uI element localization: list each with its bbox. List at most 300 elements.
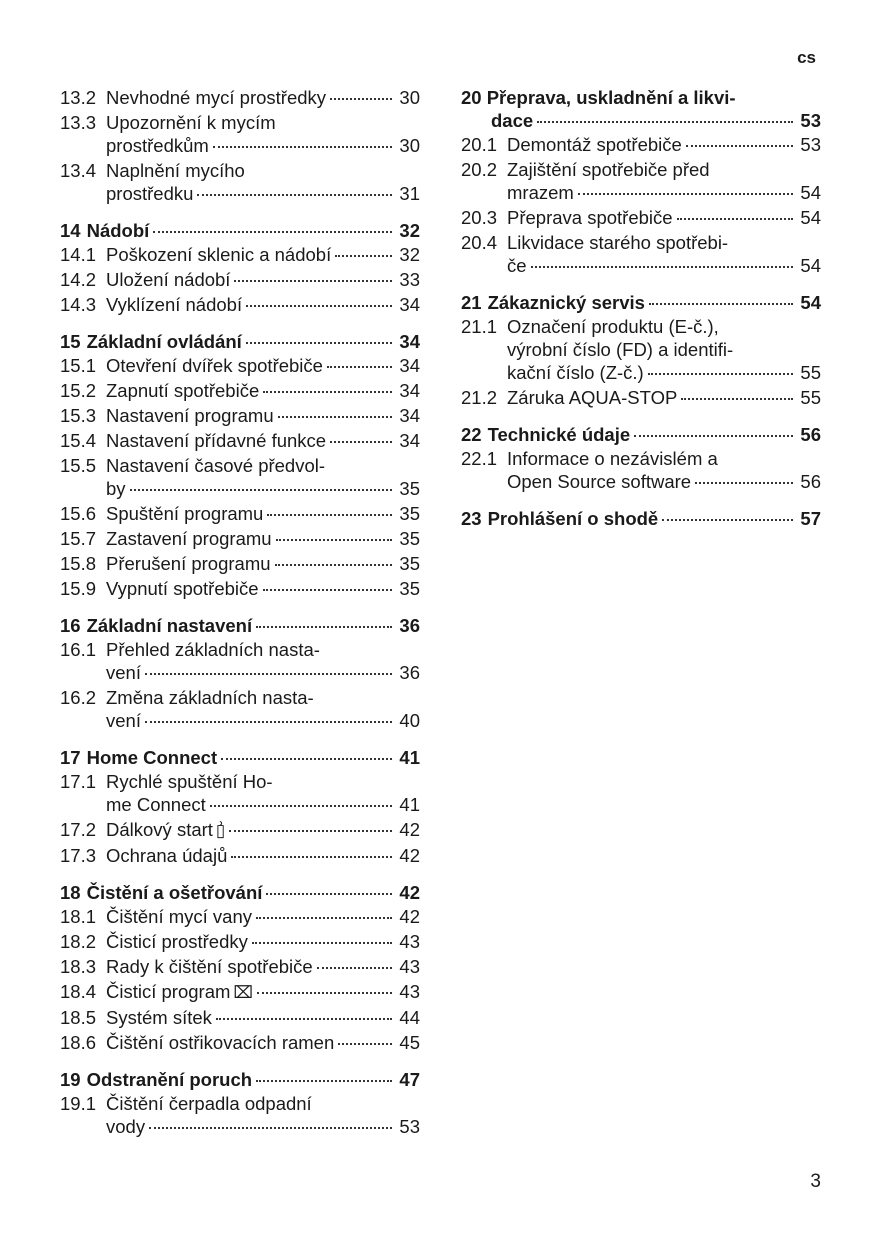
- toc-entry: [60, 86, 420, 109]
- dot-leader: [317, 967, 392, 969]
- dot-leader: [153, 231, 392, 233]
- page-ref: 54: [800, 182, 821, 203]
- toc-section: [461, 86, 821, 277]
- entry-row: [106, 86, 420, 109]
- toc-entry: [60, 404, 420, 427]
- entry-title: Uložení nádobí: [106, 269, 231, 290]
- entry-title: Zapnutí spotřebiče: [106, 380, 260, 401]
- toc-entry: [60, 159, 420, 205]
- entry-body: [106, 1006, 420, 1029]
- dot-leader: [221, 758, 392, 760]
- entry-number: 18.4: [60, 981, 97, 1002]
- page-ref: 34: [399, 405, 420, 426]
- toc-entry: [461, 386, 821, 409]
- entry-row: [507, 361, 821, 384]
- toc-entry: [60, 955, 420, 978]
- toc-section: [60, 881, 420, 1054]
- entry-title: vody: [106, 1116, 146, 1137]
- entry-number: 14.1: [60, 244, 97, 265]
- entry-number: 14.2: [60, 269, 97, 290]
- page-ref: 41: [399, 794, 420, 815]
- dot-leader: [231, 856, 392, 858]
- dot-leader: [677, 218, 793, 220]
- page-ref: 55: [800, 387, 821, 408]
- entry-row: [106, 661, 420, 684]
- entry-number: 13.2: [60, 87, 97, 108]
- entry-title-line: Naplnění mycího: [106, 160, 245, 181]
- entry-body: [106, 527, 420, 550]
- chapter-number: 18: [60, 882, 81, 903]
- dot-leader: [145, 673, 392, 675]
- entry-body: [106, 293, 420, 316]
- entry-title: Nastavení přídavné funkce: [106, 430, 327, 451]
- dot-leader: [578, 193, 793, 195]
- toc-section: [60, 614, 420, 732]
- toc-entry: [60, 429, 420, 452]
- toc-entry: [60, 770, 420, 816]
- page-ref: 35: [399, 503, 420, 524]
- dot-leader: [634, 435, 793, 437]
- entry-title: prostředkům: [106, 135, 209, 156]
- entry-title-line: Označení produktu (E-č.),: [507, 316, 719, 337]
- entry-body: [106, 577, 420, 600]
- toc-entry: [60, 502, 420, 525]
- entry-row: [507, 133, 821, 156]
- page-ref: 41: [399, 747, 420, 768]
- toc-entry: [461, 206, 821, 229]
- dot-leader: [263, 391, 392, 393]
- entry-body: [106, 686, 420, 732]
- page-ref: 36: [399, 615, 420, 636]
- toc-entry: [60, 268, 420, 291]
- toc-entry: [461, 158, 821, 204]
- entry-body: [106, 379, 420, 402]
- chapter-title: Odstranění poruch: [86, 1069, 253, 1090]
- toc-entry: [60, 379, 420, 402]
- entry-title-line: Likvidace starého spotřebi-: [507, 232, 729, 253]
- page-ref: 53: [800, 134, 821, 155]
- chapter-heading: [60, 219, 420, 242]
- chapter-heading: [60, 746, 420, 769]
- entry-title: me Connect: [106, 794, 206, 815]
- entry-row: [106, 552, 420, 575]
- page-ref: 34: [399, 380, 420, 401]
- dot-leader: [531, 266, 793, 268]
- dot-leader: [276, 539, 392, 541]
- toc-column-right: [461, 86, 821, 544]
- dot-leader: [267, 514, 392, 516]
- dot-leader: [252, 942, 392, 944]
- entry-body: [106, 818, 420, 842]
- dot-leader: [197, 194, 392, 196]
- page-ref: 31: [399, 183, 420, 204]
- entry-number: 20.3: [461, 207, 498, 228]
- dot-leader: [256, 626, 392, 628]
- entry-body: [106, 955, 420, 978]
- entry-number: 17.3: [60, 845, 97, 866]
- entry-title: prostředku: [106, 183, 194, 204]
- toc-section: [60, 330, 420, 600]
- entry-body: [106, 159, 420, 205]
- page-ref: 32: [399, 244, 420, 265]
- toc-entry: [461, 231, 821, 277]
- entry-row: [507, 470, 821, 493]
- entry-row: [507, 254, 821, 277]
- entry-body: [106, 930, 420, 953]
- page-ref: 40: [399, 710, 420, 731]
- chapter-title: Základní nastavení: [86, 615, 253, 636]
- entry-row: [507, 206, 821, 229]
- dot-leader: [662, 519, 793, 521]
- entry-row: [106, 844, 420, 867]
- toc-entry: [60, 354, 420, 377]
- page-ref: 35: [399, 528, 420, 549]
- page-ref: 42: [399, 819, 420, 840]
- chapter-number: 15: [60, 331, 81, 352]
- toc-entry: [60, 686, 420, 732]
- entry-number: 17.1: [60, 771, 97, 792]
- entry-title: Nevhodné mycí prostředky: [106, 87, 327, 108]
- entry-row: [106, 502, 420, 525]
- page-ref: 35: [399, 478, 420, 499]
- chapter-heading: [461, 423, 821, 446]
- chapter-number: 21: [461, 292, 482, 313]
- entry-row: [106, 354, 420, 377]
- dot-leader: [246, 342, 392, 344]
- chapter-number: 19: [60, 1069, 81, 1090]
- entry-body: [106, 1031, 420, 1054]
- dot-leader: [327, 366, 392, 368]
- page-ref: 42: [399, 845, 420, 866]
- entry-title: Dálkový start: [106, 819, 213, 840]
- entry-body: [106, 111, 420, 157]
- toc-entry: [60, 1092, 420, 1138]
- page-ref: 35: [399, 553, 420, 574]
- entry-row: [106, 429, 420, 452]
- toc-entry: [60, 111, 420, 157]
- entry-row: [106, 182, 420, 205]
- toc-entry: [60, 844, 420, 867]
- entry-body: [106, 770, 420, 816]
- language-code: cs: [797, 48, 816, 67]
- entry-title: Spuštění programu: [106, 503, 264, 524]
- entry-title: vení: [106, 710, 141, 731]
- entry-row: [106, 293, 420, 316]
- entry-body: [106, 404, 420, 427]
- entry-body: [106, 552, 420, 575]
- page-ref: 47: [399, 1069, 420, 1090]
- toc-entry: [461, 133, 821, 156]
- chapter-title: Základní ovládání: [86, 331, 242, 352]
- chapter-title-line: 20 Přeprava, uskladnění a likvi-: [461, 87, 736, 108]
- entry-row: [106, 379, 420, 402]
- entry-number: 15.1: [60, 355, 97, 376]
- page-ref: 57: [800, 508, 821, 529]
- page-ref: 42: [399, 882, 420, 903]
- entry-row: [106, 1006, 420, 1029]
- entry-title-line: Čištění čerpadla odpadní: [106, 1093, 312, 1114]
- entry-number: 18.5: [60, 1007, 97, 1028]
- entry-body: [106, 502, 420, 525]
- entry-row: [106, 709, 420, 732]
- chapter-heading: [60, 1068, 420, 1091]
- entry-body: [106, 1092, 420, 1138]
- entry-title-line: Nastavení časové předvol-: [106, 455, 326, 476]
- toc-entry: [60, 1031, 420, 1054]
- entry-title-line: Přehled základních nasta-: [106, 639, 320, 660]
- dot-leader: [686, 145, 793, 147]
- toc-entry: [461, 447, 821, 493]
- toc-entry: [60, 293, 420, 316]
- entry-number: 18.6: [60, 1032, 97, 1053]
- entry-row: [106, 818, 420, 842]
- entry-body: [507, 447, 821, 493]
- entry-title-line: Upozornění k mycím: [106, 112, 276, 133]
- entry-body: [106, 905, 420, 928]
- page-ref: 30: [399, 135, 420, 156]
- entry-row: [507, 181, 821, 204]
- entry-title: Open Source software: [507, 471, 692, 492]
- chapter-heading: [461, 86, 821, 132]
- entry-number: 13.4: [60, 160, 97, 181]
- dot-leader: [234, 280, 392, 282]
- dot-leader: [263, 589, 392, 591]
- entry-row: [106, 980, 420, 1004]
- toc-section: [461, 423, 821, 493]
- toc-entry: [60, 1006, 420, 1029]
- entry-title: Čištění ostřikovacích ramen: [106, 1032, 335, 1053]
- toc-section: [461, 507, 821, 530]
- dot-leader: [695, 482, 793, 484]
- toc-entry: [60, 638, 420, 684]
- chapter-title: Čistění a ošetřování: [86, 882, 263, 903]
- page-ref: 36: [399, 662, 420, 683]
- page-ref: 34: [399, 430, 420, 451]
- entry-row: [507, 386, 821, 409]
- toc-entry: [461, 315, 821, 384]
- page-ref: 56: [800, 424, 821, 445]
- entry-title: by: [106, 478, 126, 499]
- entry-number: 16.2: [60, 687, 97, 708]
- entry-body: [507, 231, 821, 277]
- page-ref: 35: [399, 578, 420, 599]
- entry-title: Nastavení programu: [106, 405, 274, 426]
- entry-title-line: Rychlé spuštění Ho-: [106, 771, 273, 792]
- toc-section: [60, 746, 420, 867]
- entry-title: Zastavení programu: [106, 528, 272, 549]
- dot-leader: [275, 564, 392, 566]
- dot-leader: [149, 1127, 392, 1129]
- entry-title: Čištění mycí vany: [106, 906, 252, 927]
- entry-number: 18.3: [60, 956, 97, 977]
- entry-title: kační číslo (Z-č.): [507, 362, 644, 383]
- dot-leader: [681, 398, 793, 400]
- entry-title-line: Změna základních nasta-: [106, 687, 314, 708]
- page-ref: 32: [399, 220, 420, 241]
- entry-title: Systém sítek: [106, 1007, 212, 1028]
- dot-leader: [256, 1080, 392, 1082]
- entry-number: 15.2: [60, 380, 97, 401]
- entry-row: [106, 404, 420, 427]
- chapter-heading: [60, 614, 420, 637]
- toc-entry: [60, 905, 420, 928]
- entry-number: 14.3: [60, 294, 97, 315]
- entry-body: [106, 354, 420, 377]
- page-ref: 53: [800, 110, 821, 131]
- toc-entry: [60, 454, 420, 500]
- toc-entry: [60, 527, 420, 550]
- entry-number: 16.1: [60, 639, 97, 660]
- chapter-number: 23: [461, 508, 482, 529]
- dot-leader: [216, 1018, 392, 1020]
- chapter-title-last: [461, 109, 821, 132]
- entry-body: [106, 980, 420, 1004]
- chapter-title: Technické údaje: [487, 424, 631, 445]
- page-ref: 56: [800, 471, 821, 492]
- entry-title: Demontáž spotřebiče: [507, 134, 682, 155]
- entry-row: [106, 268, 420, 291]
- dot-leader: [257, 992, 392, 994]
- dot-leader: [130, 489, 392, 491]
- page-ref: 34: [399, 331, 420, 352]
- entry-number: 15.7: [60, 528, 97, 549]
- dot-leader: [649, 303, 793, 305]
- chapter-number: 16: [60, 615, 81, 636]
- entry-body: [106, 454, 420, 500]
- entry-row: [106, 955, 420, 978]
- entry-number: 15.6: [60, 503, 97, 524]
- chapter-number: 17: [60, 747, 81, 768]
- entry-row: [106, 527, 420, 550]
- dot-leader: [330, 98, 392, 100]
- dot-leader: [246, 305, 392, 307]
- toc-section: [60, 86, 420, 205]
- page-ref: 43: [399, 956, 420, 977]
- chapter-heading: [60, 881, 420, 904]
- page-ref: 54: [800, 207, 821, 228]
- entry-title: Vyklízení nádobí: [106, 294, 243, 315]
- entry-row: [106, 905, 420, 928]
- toc-entry: [60, 552, 420, 575]
- page-ref: 43: [399, 931, 420, 952]
- toc-entry: [60, 818, 420, 842]
- toc-entry: [60, 243, 420, 266]
- entry-title: Přeprava spotřebiče: [507, 207, 673, 228]
- entry-number: 13.3: [60, 112, 97, 133]
- toc-entry: [60, 980, 420, 1004]
- chapter-heading: [461, 291, 821, 314]
- entry-row: [106, 930, 420, 953]
- entry-number: 18.2: [60, 931, 97, 952]
- dot-leader: [330, 441, 392, 443]
- chapter-number: 14: [60, 220, 81, 241]
- entry-row: [106, 134, 420, 157]
- page-ref: 54: [800, 255, 821, 276]
- entry-title: Přerušení programu: [106, 553, 271, 574]
- entry-title: Ochrana údajů: [106, 845, 228, 866]
- entry-body: [507, 315, 821, 384]
- entry-row: [106, 793, 420, 816]
- entry-title-line: Informace o nezávislém a: [507, 448, 718, 469]
- entry-title: če: [507, 255, 527, 276]
- chapter-title: dace: [491, 110, 534, 131]
- entry-title: Vypnutí spotřebiče: [106, 578, 259, 599]
- toc-section: [461, 291, 821, 409]
- entry-number: 19.1: [60, 1093, 97, 1114]
- entry-body: [507, 133, 821, 156]
- entry-number: 22.1: [461, 448, 498, 469]
- entry-number: 21.1: [461, 316, 498, 337]
- dot-leader: [338, 1043, 392, 1045]
- page-ref: 42: [399, 906, 420, 927]
- toc-column-left: [60, 86, 420, 1152]
- dot-leader: [210, 805, 392, 807]
- dot-leader: [266, 893, 392, 895]
- entry-title: vení: [106, 662, 141, 683]
- entry-body: [507, 158, 821, 204]
- page-ref: 34: [399, 355, 420, 376]
- chapter-title: Nádobí: [86, 220, 150, 241]
- entry-body: [106, 243, 420, 266]
- chapter-title: Home Connect: [86, 747, 218, 768]
- dot-leader: [335, 255, 392, 257]
- entry-body: [106, 844, 420, 867]
- page-ref: 55: [800, 362, 821, 383]
- chapter-title: Prohlášení o shodě: [487, 508, 659, 529]
- entry-body: [106, 429, 420, 452]
- chapter-title: Zákaznický servis: [487, 292, 645, 313]
- entry-title-line: výrobní číslo (FD) a identifi-: [507, 339, 734, 360]
- entry-row: [106, 1031, 420, 1054]
- page-ref: 45: [399, 1032, 420, 1053]
- entry-number: 15.5: [60, 455, 97, 476]
- entry-number: 20.1: [461, 134, 498, 155]
- page-number: 3: [810, 1171, 821, 1192]
- entry-row: [106, 243, 420, 266]
- chapter-heading: [60, 330, 420, 353]
- entry-title: Rady k čištění spotřebiče: [106, 956, 313, 977]
- dot-leader: [229, 830, 392, 832]
- entry-number: 15.3: [60, 405, 97, 426]
- entry-body: [106, 86, 420, 109]
- entry-row: [106, 477, 420, 500]
- entry-body: [507, 386, 821, 409]
- page-ref: 43: [399, 981, 420, 1002]
- entry-title: Otevření dvířek spotřebiče: [106, 355, 323, 376]
- page-ref: 53: [399, 1116, 420, 1137]
- entry-number: 21.2: [461, 387, 498, 408]
- cleaning-program-icon: ⌧: [233, 983, 253, 1002]
- dot-leader: [256, 917, 392, 919]
- entry-row: [106, 1115, 420, 1138]
- entry-number: 20.2: [461, 159, 498, 180]
- chapter-number: 22: [461, 424, 482, 445]
- entry-title-line: Zajištění spotřebiče před: [507, 159, 710, 180]
- entry-title: Záruka AQUA-STOP: [507, 387, 678, 408]
- entry-number: 15.8: [60, 553, 97, 574]
- dot-leader: [278, 416, 392, 418]
- toc-section: [60, 1068, 420, 1138]
- entry-body: [507, 206, 821, 229]
- dot-leader: [213, 146, 392, 148]
- entry-number: 15.4: [60, 430, 97, 451]
- entry-title: Poškození sklenic a nádobí: [106, 244, 332, 265]
- remote-start-icon: ▯͗: [215, 821, 226, 840]
- entry-body: [106, 268, 420, 291]
- chapter-heading: [461, 507, 821, 530]
- toc-entry: [60, 577, 420, 600]
- entry-row: [106, 577, 420, 600]
